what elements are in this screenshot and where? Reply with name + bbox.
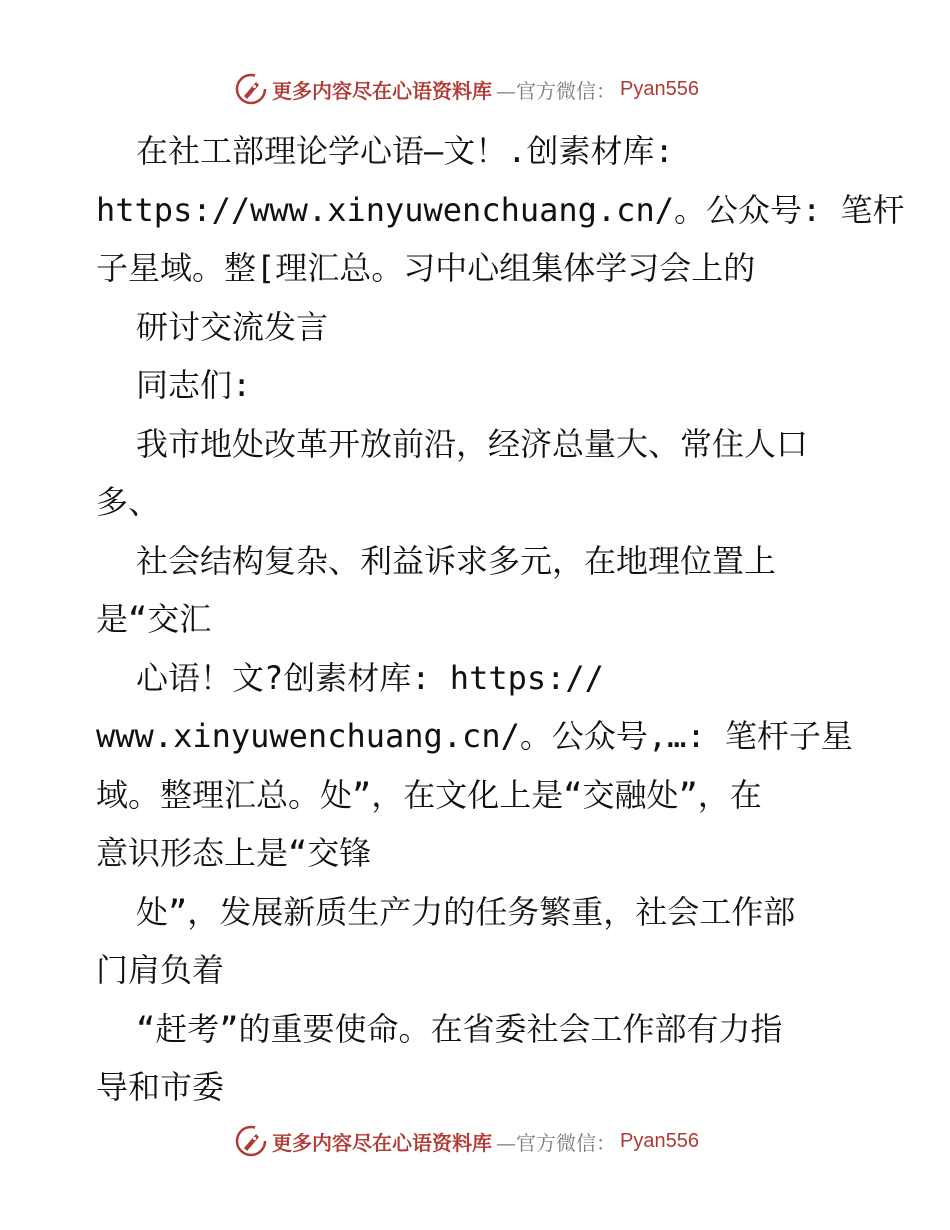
- pen-nib-logo-icon: [234, 1124, 268, 1158]
- document-body: [96, 122, 905, 1117]
- banner-separator-text: —官方微信：: [496, 1130, 616, 1155]
- text-line: 意识形态上是“交锋: [96, 834, 372, 872]
- text-line: 处”，发展新质生产力的任务繁重，社会工作部: [136, 892, 796, 931]
- text-line: “赶考”的重要使命。在省委社会工作部有力指: [136, 1009, 783, 1048]
- text-line: 我市地处改革开放前沿，经济总量大、常住人口: [136, 424, 809, 463]
- banner-main-text: 更多内容尽在心语资料库: [272, 1130, 492, 1155]
- pen-nib-logo-icon: [234, 72, 268, 106]
- text-line: www.xinyuwenchuang.cn/。公众号,…: 笔杆子星: [96, 717, 853, 755]
- header-banner: [234, 72, 699, 106]
- banner-wechat-id: Pyan556: [620, 77, 699, 100]
- text-line: 导和市委: [96, 1068, 225, 1106]
- text-line: 研讨交流发言: [136, 307, 329, 346]
- text-line: 域。整理汇总。处”，在文化上是“交融处”，在: [96, 775, 762, 814]
- text-line: 心语！文?创素材库: https://: [136, 658, 604, 697]
- text-line: 门肩负着: [96, 951, 225, 989]
- banner-separator-text: —官方微信：: [496, 78, 616, 103]
- text-line: https://www.xinyuwenchuang.cn/。公众号: 笔杆: [96, 190, 905, 229]
- banner-wechat-id: Pyan556: [620, 1129, 699, 1152]
- text-line: 是“交汇: [96, 600, 212, 638]
- text-line: 子星域。整[理汇总。习中心组集体学习会上的: [96, 249, 756, 287]
- footer-banner: [234, 1124, 699, 1158]
- banner-main-text: 更多内容尽在心语资料库: [272, 78, 492, 103]
- text-line: 社会结构复杂、利益诉求多元，在地理位置上: [136, 541, 777, 580]
- text-line: 在社工部理论学心语—文！.创素材库:: [136, 132, 674, 170]
- text-line: 同志们:: [136, 366, 252, 404]
- text-line: 多、: [96, 483, 161, 521]
